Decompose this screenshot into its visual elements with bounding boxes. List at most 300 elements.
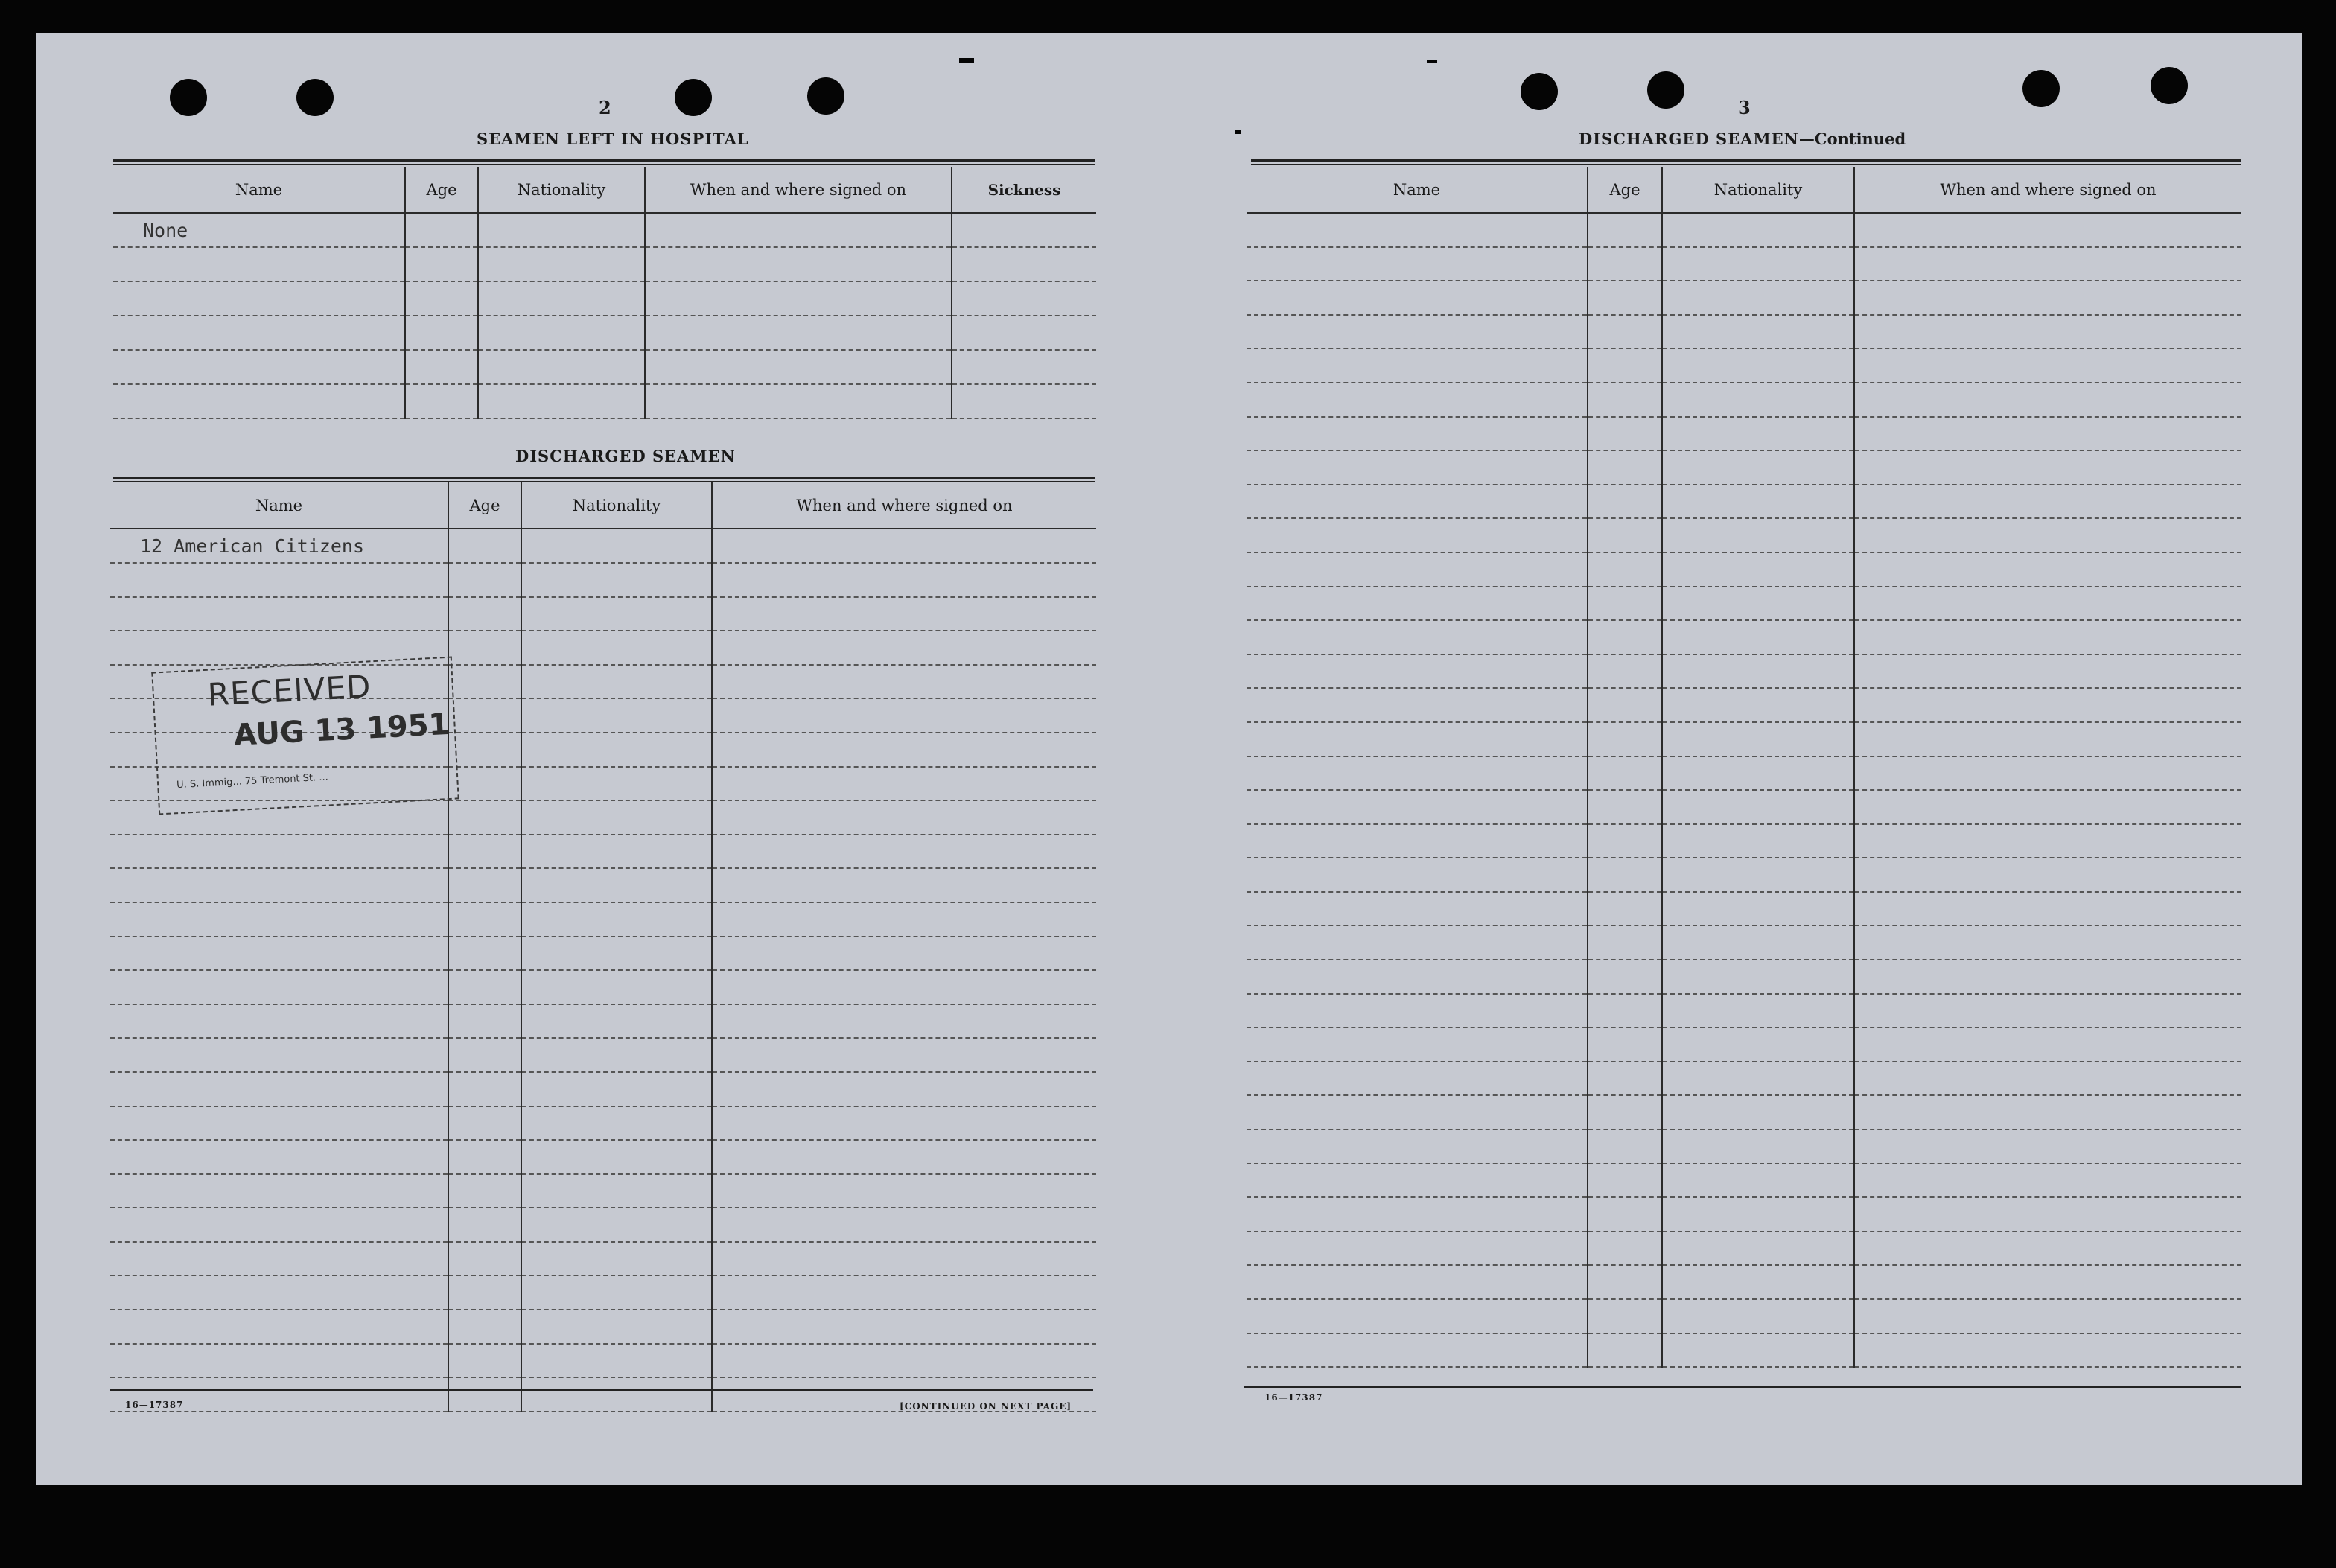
table-cell [712, 1038, 1096, 1072]
table-cell [521, 1174, 712, 1208]
table-cell [1662, 383, 1854, 417]
table-cell [1247, 1095, 1588, 1129]
table-cell [521, 597, 712, 631]
discharged-title-rule [113, 477, 1095, 479]
discharged-section-title: DISCHARGED SEAMEN [515, 447, 736, 465]
table-cell [1854, 450, 2241, 485]
table-cell [1247, 892, 1588, 926]
table-row [110, 1310, 1096, 1344]
table-cell [405, 281, 478, 316]
table-cell [1247, 450, 1588, 485]
table-cell [1854, 1027, 2241, 1062]
table-cell [1854, 485, 2241, 519]
table-cell [1854, 1265, 2241, 1299]
col-header-name: Name [1247, 167, 1588, 213]
table-cell [521, 800, 712, 835]
table-cell [110, 1208, 448, 1242]
table-cell [448, 1242, 521, 1276]
table-cell [405, 384, 478, 418]
table-cell [521, 1106, 712, 1141]
table-cell [521, 970, 712, 1004]
table-row [1247, 994, 2241, 1028]
table-cell [1662, 417, 1854, 451]
table-cell [1588, 587, 1662, 621]
table-cell [1854, 790, 2241, 824]
table-cell [1247, 1164, 1588, 1198]
table-cell [1662, 858, 1854, 892]
table-cell [712, 835, 1096, 869]
table-cell [1247, 417, 1588, 451]
table-cell [1662, 1333, 1854, 1368]
table-cell [521, 1072, 712, 1106]
table-cell [448, 1140, 521, 1174]
table-row [1247, 1164, 2241, 1198]
table-cell [1662, 450, 1854, 485]
table-cell [1854, 892, 2241, 926]
table-row [1247, 348, 2241, 383]
table-cell [1662, 552, 1854, 587]
table-cell [1662, 485, 1854, 519]
received-stamp [151, 657, 459, 815]
table-row [1247, 892, 2241, 926]
table-cell [1588, 1265, 1662, 1299]
table-cell [110, 868, 448, 902]
table-cell [1588, 892, 1662, 926]
table-cell [448, 1377, 521, 1412]
table-cell [1588, 994, 1662, 1028]
table-row [113, 213, 1096, 247]
table-cell [1588, 1129, 1662, 1164]
table-cell [1247, 654, 1588, 689]
table-cell [478, 281, 645, 316]
table-row [1247, 1129, 2241, 1164]
col-header-nationality: Nationality [478, 167, 645, 213]
table-row [1247, 925, 2241, 960]
table-cell [521, 631, 712, 665]
table-cell [1854, 722, 2241, 756]
table-row [1247, 960, 2241, 994]
table-cell [110, 1004, 448, 1039]
table-cell [1247, 925, 1588, 960]
table-cell [712, 800, 1096, 835]
table-cell [712, 665, 1096, 699]
table-cell [110, 1140, 448, 1174]
table-row [110, 1242, 1096, 1276]
table-cell [1588, 824, 1662, 858]
table-cell [478, 247, 645, 281]
table-row [1247, 281, 2241, 315]
table-cell [521, 665, 712, 699]
table-cell [1247, 281, 1588, 315]
table-cell [1662, 1265, 1854, 1299]
table-row [1247, 858, 2241, 892]
table-cell [448, 767, 521, 801]
table-cell [1247, 1027, 1588, 1062]
title-suffix: —Continued [1798, 130, 1906, 148]
table-cell [448, 1038, 521, 1072]
table-row [1247, 824, 2241, 858]
table-cell [712, 1344, 1096, 1378]
table-cell [1854, 1197, 2241, 1231]
table-cell [1662, 213, 1854, 247]
table-cell [1588, 925, 1662, 960]
table-row [1247, 485, 2241, 519]
col-header-age: Age [448, 482, 521, 529]
table-cell [1247, 688, 1588, 722]
table-cell [1588, 1062, 1662, 1096]
table-cell [110, 597, 448, 631]
bottom-rule-right [1244, 1386, 2241, 1388]
table-cell [1588, 552, 1662, 587]
table-cell [110, 1038, 448, 1072]
table-cell [645, 213, 952, 247]
table-cell [712, 563, 1096, 597]
table-cell [1588, 281, 1662, 315]
table-cell [1247, 587, 1588, 621]
table-cell [405, 247, 478, 281]
table-cell [1588, 654, 1662, 689]
stamp-received-text: RECEIVED [206, 668, 372, 713]
table-cell [448, 1072, 521, 1106]
table-cell [113, 316, 405, 350]
table-cell [1247, 620, 1588, 654]
table-cell [521, 733, 712, 767]
table-cell [113, 350, 405, 384]
table-cell [110, 1072, 448, 1106]
table-cell [1854, 247, 2241, 281]
table-row [110, 631, 1096, 665]
table-cell [110, 835, 448, 869]
table-cell [645, 247, 952, 281]
table-cell [1588, 348, 1662, 383]
table-cell [521, 1038, 712, 1072]
table-cell [1588, 1231, 1662, 1266]
table-cell [1662, 1095, 1854, 1129]
table-cell [1247, 824, 1588, 858]
table-cell [521, 1140, 712, 1174]
col-header-signed-on: When and where signed on [645, 167, 952, 213]
table-cell [448, 902, 521, 937]
table-cell [1854, 858, 2241, 892]
table-cell [448, 1106, 521, 1141]
table-cell [110, 1106, 448, 1141]
table-row [1247, 790, 2241, 824]
table-cell [712, 902, 1096, 937]
table-cell [1247, 1299, 1588, 1333]
col-header-name: Name [110, 482, 448, 529]
table-cell [405, 350, 478, 384]
table-cell [1854, 315, 2241, 349]
table-row [110, 970, 1096, 1004]
table-cell [448, 1344, 521, 1378]
table-cell [1247, 1129, 1588, 1164]
table-cell [1588, 688, 1662, 722]
table-cell [1247, 756, 1588, 791]
right-title-rule [1251, 159, 2241, 162]
col-header-age: Age [1588, 167, 1662, 213]
table-cell [521, 563, 712, 597]
table-cell [712, 1174, 1096, 1208]
punch-hole [1521, 73, 1558, 110]
table-cell [448, 698, 521, 733]
table-cell [521, 529, 712, 563]
table-cell [521, 767, 712, 801]
table-cell [712, 1310, 1096, 1344]
table-cell [521, 1208, 712, 1242]
table-cell [712, 597, 1096, 631]
table-row [110, 1174, 1096, 1208]
table-cell [712, 1072, 1096, 1106]
table-cell [1662, 722, 1854, 756]
table-cell [1247, 348, 1588, 383]
table-cell [110, 970, 448, 1004]
col-header-signed-on: When and where signed on [712, 482, 1096, 529]
table-cell [1854, 994, 2241, 1028]
page-number-right: 3 [1738, 97, 1751, 118]
table-cell [1588, 1299, 1662, 1333]
table-row [113, 350, 1096, 384]
stamp-date: AUG 13 1951 [232, 707, 451, 753]
table-row [1247, 213, 2241, 247]
table-row [1247, 1095, 2241, 1129]
table-cell [1588, 315, 1662, 349]
table-cell [1662, 688, 1854, 722]
table-cell [1588, 417, 1662, 451]
table-cell [521, 868, 712, 902]
table-cell [1854, 1333, 2241, 1368]
table-cell [1662, 281, 1854, 315]
table-cell [1662, 654, 1854, 689]
table-cell [1247, 247, 1588, 281]
punch-hole [170, 79, 207, 116]
table-cell [1854, 1129, 2241, 1164]
table-cell [1854, 688, 2241, 722]
table-cell [448, 1208, 521, 1242]
table-cell [448, 597, 521, 631]
table-cell [1854, 383, 2241, 417]
table-cell [1854, 587, 2241, 621]
table-cell [1247, 518, 1588, 552]
col-header-sickness: Sickness [952, 167, 1096, 213]
punch-hole [1647, 71, 1684, 109]
table-cell [712, 1106, 1096, 1141]
table-cell [1588, 1095, 1662, 1129]
table-cell [448, 835, 521, 869]
table-cell [1588, 518, 1662, 552]
table-cell [1662, 1299, 1854, 1333]
punch-hole [296, 79, 334, 116]
table-cell [448, 665, 521, 699]
table-cell [1247, 315, 1588, 349]
table-row [1247, 315, 2241, 349]
table-cell [448, 1004, 521, 1039]
table-row [113, 384, 1096, 418]
page-number-left: 2 [599, 97, 611, 118]
table-cell [1662, 1231, 1854, 1266]
speck [1427, 60, 1437, 63]
table-cell [1588, 213, 1662, 247]
table-cell [1588, 756, 1662, 791]
table-cell [1588, 620, 1662, 654]
table-cell [1247, 552, 1588, 587]
table-cell [1588, 247, 1662, 281]
table-cell [1662, 790, 1854, 824]
table-row [1247, 688, 2241, 722]
col-header-nationality: Nationality [1662, 167, 1854, 213]
table-row [110, 1208, 1096, 1242]
table-cell [1662, 348, 1854, 383]
table-cell [1854, 518, 2241, 552]
table-cell [952, 316, 1096, 350]
punch-hole [2022, 70, 2060, 107]
hospital-title-rule [113, 159, 1095, 162]
table-row [110, 1038, 1096, 1072]
table-row [1247, 1027, 2241, 1062]
table-cell [712, 529, 1096, 563]
table-cell [1662, 824, 1854, 858]
table-cell [478, 213, 645, 247]
col-header-nationality: Nationality [521, 482, 712, 529]
table-row [110, 868, 1096, 902]
table-row [1247, 450, 2241, 485]
table-row [110, 563, 1096, 597]
table-cell [1662, 994, 1854, 1028]
table-cell [448, 800, 521, 835]
table-cell [1588, 450, 1662, 485]
punch-hole [807, 77, 844, 115]
table-cell [1247, 1231, 1588, 1266]
table-cell [645, 384, 952, 418]
table-row [113, 247, 1096, 281]
table-cell [1854, 417, 2241, 451]
table-cell [1854, 654, 2241, 689]
table-cell [1854, 960, 2241, 994]
table-row [110, 937, 1096, 971]
table-cell [113, 281, 405, 316]
table-cell [1662, 925, 1854, 960]
table-cell [1588, 1197, 1662, 1231]
punch-hole [675, 79, 712, 116]
table-row [1247, 654, 2241, 689]
table-cell [1247, 960, 1588, 994]
table-cell [521, 1004, 712, 1039]
table-cell [448, 1275, 521, 1310]
table-cell [478, 384, 645, 418]
table-row [1247, 552, 2241, 587]
table-cell [1588, 1027, 1662, 1062]
hospital-table [113, 167, 1096, 419]
table-cell [1247, 1265, 1588, 1299]
table-cell [712, 767, 1096, 801]
table-cell [110, 1275, 448, 1310]
table-cell [521, 902, 712, 937]
table-cell [712, 631, 1096, 665]
table-cell [110, 563, 448, 597]
table-cell [712, 733, 1096, 767]
table-cell [448, 1310, 521, 1344]
table-cell [1662, 518, 1854, 552]
table-cell [113, 384, 405, 418]
table-cell [1662, 960, 1854, 994]
table-row [110, 1004, 1096, 1039]
table-cell [1588, 383, 1662, 417]
table-row [1247, 1231, 2241, 1266]
table-cell [521, 1377, 712, 1412]
table-cell [1662, 620, 1854, 654]
table-cell [952, 213, 1096, 247]
table-cell [1854, 756, 2241, 791]
table-row [1247, 1062, 2241, 1096]
table-cell [1247, 485, 1588, 519]
table-cell [1854, 1095, 2241, 1129]
bottom-rule-left [110, 1389, 1093, 1391]
table-cell [448, 970, 521, 1004]
table-cell [952, 281, 1096, 316]
table-cell [1854, 281, 2241, 315]
table-row [110, 835, 1096, 869]
document-sheet [36, 33, 2302, 1485]
table-cell [448, 868, 521, 902]
table-cell [110, 902, 448, 937]
table-cell [110, 1242, 448, 1276]
table-cell [1854, 620, 2241, 654]
table-cell [1247, 213, 1588, 247]
table-cell [1588, 790, 1662, 824]
table-cell [645, 316, 952, 350]
table-cell [1588, 858, 1662, 892]
table-row [1247, 1265, 2241, 1299]
table-cell [1854, 1164, 2241, 1198]
table-cell [521, 1344, 712, 1378]
table-cell [478, 350, 645, 384]
table-cell [1662, 1197, 1854, 1231]
table-cell [521, 835, 712, 869]
table-cell [521, 1275, 712, 1310]
table-row [110, 1275, 1096, 1310]
table-cell [1247, 1333, 1588, 1368]
table-cell [448, 529, 521, 563]
speck [1235, 130, 1241, 134]
table-cell [712, 970, 1096, 1004]
table-row [113, 316, 1096, 350]
table-cell [712, 1242, 1096, 1276]
table-cell [110, 1344, 448, 1378]
table-cell [1588, 960, 1662, 994]
table-cell [1854, 1299, 2241, 1333]
table-cell [521, 698, 712, 733]
table-cell [478, 316, 645, 350]
table-cell-name: 12 American Citizens [110, 529, 448, 563]
form-number-right: 16—17387 [1264, 1392, 1323, 1403]
table-cell [1588, 1333, 1662, 1368]
table-cell [448, 631, 521, 665]
table-cell [1247, 722, 1588, 756]
table-row [110, 1140, 1096, 1174]
table-cell [1662, 756, 1854, 791]
table-row [1247, 247, 2241, 281]
table-row [110, 1344, 1096, 1378]
table-cell [712, 868, 1096, 902]
table-cell [521, 1242, 712, 1276]
table-cell [1247, 994, 1588, 1028]
table-row [1247, 417, 2241, 451]
col-header-age: Age [405, 167, 478, 213]
hospital-section-title: SEAMEN LEFT IN HOSPITAL [477, 130, 749, 148]
table-cell [405, 316, 478, 350]
title-main: DISCHARGED SEAMEN [1579, 130, 1799, 148]
table-row [1247, 383, 2241, 417]
table-row [1247, 518, 2241, 552]
